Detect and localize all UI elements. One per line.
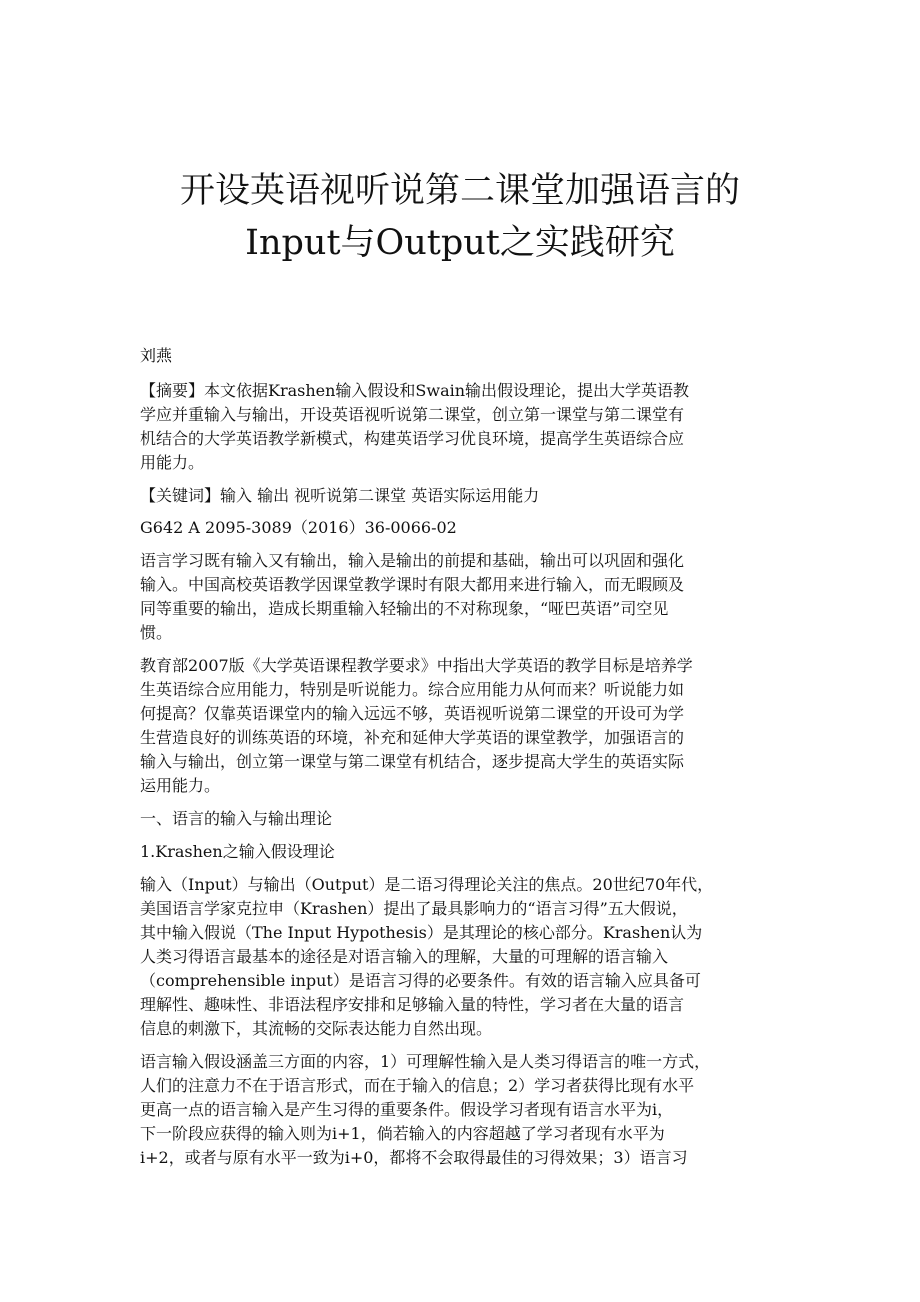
keywords: 【关键词】输入 输出 视听说第二课堂 英语实际运用能力 <box>140 486 540 505</box>
paragraph-3 <box>140 873 800 1041</box>
paragraph-line: 美国语言学家克拉申（Krashen）提出了最具影响力的“语言习得”五大假说， <box>140 899 688 918</box>
paragraph-line: 人们的注意力不在于语言形式，而在于输入的信息；2）学习者获得比现有水平 <box>140 1076 695 1095</box>
paragraph-line: i+2，或者与原有水平一致为i+0，都将不会取得最佳的习得效果；3）语言习 <box>140 1148 688 1167</box>
abstract-line: 机结合的大学英语教学新模式，构建英语学习优良环境，提高学生英语综合应 <box>140 429 685 448</box>
paragraph-line: 惯。 <box>140 623 173 642</box>
section-heading-1: 一、语言的输入与输出理论 <box>140 809 333 828</box>
paragraph-line: 输入与输出，创立第一课堂与第二课堂有机结合，逐步提高大学生的英语实际 <box>140 752 685 771</box>
abstract <box>140 379 800 475</box>
paragraph-line: 生营造良好的训练英语的环境，补充和延伸大学英语的课堂教学，加强语言的 <box>140 728 685 747</box>
paragraph-line: 语言学习既有输入又有输出，输入是输出的前提和基础，输出可以巩固和强化 <box>140 551 685 570</box>
paragraph-line: 其中输入假说（The Input Hypothesis）是其理论的核心部分。Krashen认为 <box>140 923 703 942</box>
title-line-2: Input与Output之实践研究 <box>245 223 675 263</box>
paragraph-line: 人类习得语言最基本的途径是对语言输入的理解，大量的可理解的语言输入 <box>140 947 669 966</box>
paragraph-line: 同等重要的输出，造成长期重输入轻输出的不对称现象，“哑巴英语”司空见 <box>140 599 669 618</box>
paragraph-line: 教育部2007版《大学英语课程教学要求》中指出大学英语的教学目标是培养学 <box>140 656 693 675</box>
section-heading-1-1: 1.Krashen之输入假设理论 <box>140 842 335 861</box>
paragraph-line: 理解性、趣味性、非语法程序安排和足够输入量的特性，学习者在大量的语言 <box>140 995 685 1014</box>
classification-code: G642 A 2095-3089（2016）36-0066-02 <box>140 518 457 537</box>
paragraph-4 <box>140 1050 800 1170</box>
paragraph-1 <box>140 549 800 645</box>
paragraph-line: 输入。中国高校英语教学因课堂教学课时有限大都用来进行输入，而无暇顾及 <box>140 575 685 594</box>
paragraph-line: 下一阶段应获得的输入则为i+1，倘若输入的内容超越了学习者现有水平为 <box>140 1124 665 1143</box>
paper-body <box>140 344 800 1179</box>
abstract-line: 用能力。 <box>140 453 205 472</box>
paragraph-line: 何提高？仅靠英语课堂内的输入远远不够，英语视听说第二课堂的开设可为学 <box>140 704 685 723</box>
paragraph-line: 信息的刺激下，其流畅的交际表达能力自然出现。 <box>140 1019 493 1038</box>
paragraph-line: 生英语综合应用能力，特别是听说能力。综合应用能力从何而来？听说能力如 <box>140 680 685 699</box>
paper-title <box>0 165 920 269</box>
author-name: 刘燕 <box>140 346 173 365</box>
paragraph-line: 输入（Input）与输出（Output）是二语习得理论关注的焦点。20世纪70年代， <box>140 875 714 894</box>
paragraph-2 <box>140 654 800 798</box>
abstract-line: 学应并重输入与输出，开设英语视听说第二课堂，创立第一课堂与第二课堂有 <box>140 405 685 424</box>
paragraph-line: 更高一点的语言输入是产生习得的重要条件。假设学习者现有语言水平为i， <box>140 1100 674 1119</box>
title-line-1: 开设英语视听说第二课堂加强语言的 <box>179 171 740 211</box>
abstract-line: 【摘要】本文依据Krashen输入假设和Swain输出假设理论，提出大学英语教 <box>140 381 690 400</box>
paragraph-line: （comprehensible input）是语言习得的必要条件。有效的语言输入应具备可 <box>140 971 701 990</box>
paragraph-line: 运用能力。 <box>140 776 221 795</box>
paragraph-line: 语言输入假设涵盖三方面的内容，1）可理解性输入是人类习得语言的唯一方式， <box>140 1052 711 1071</box>
